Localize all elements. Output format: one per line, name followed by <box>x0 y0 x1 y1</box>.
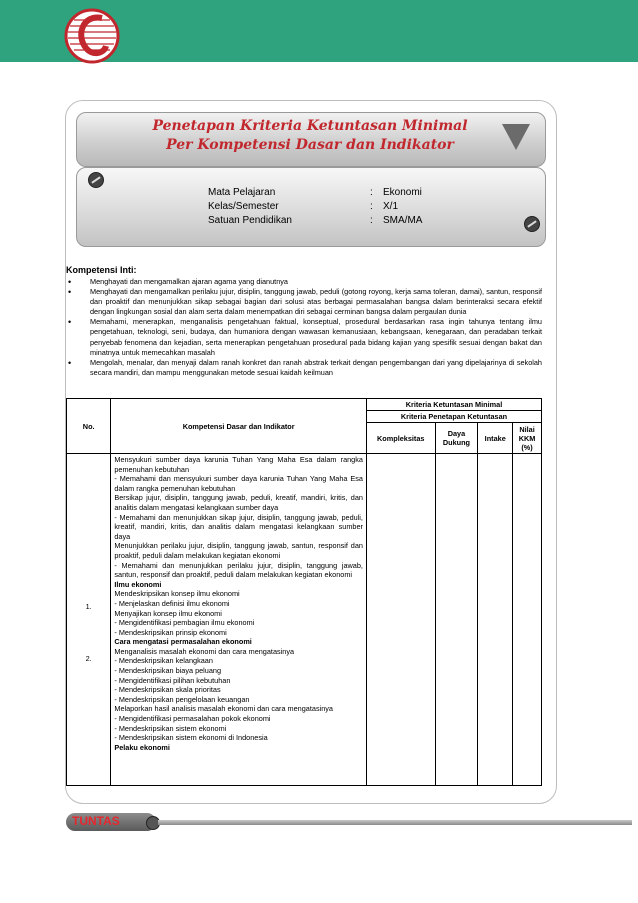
header-nilai-kkm: Nilai KKM (%) <box>513 423 542 454</box>
no-entry-icon <box>88 172 104 188</box>
no-entry-icon <box>524 216 540 232</box>
header-no: No. <box>67 399 111 454</box>
logo-icon <box>62 6 122 66</box>
page-title-line1: Penetapan Kriteria Ketuntasan Minimal <box>152 118 468 134</box>
indicator-line: - Mendeskripsikan sistem ekonomi di Indonesia <box>114 733 268 743</box>
info-colon: : <box>370 187 373 198</box>
number-cell <box>67 454 111 786</box>
kd-line: Mendeskripsikan konsep ilmu ekonomi <box>114 589 240 599</box>
kompetensi-inti-item: • Mengolah, menalar, dan menyaji dalam ranah konkret dan ranah abstrak terkait dengan pengembangan dari yang dipelajarinya di sekolah secara mandiri, dan mampu menggunakan metode sesuai kaidah keilmuan <box>66 358 542 378</box>
kd-line: Menganalisis masalah ekonomi dan cara mengatasinya <box>114 646 295 656</box>
kkm-table <box>66 398 542 786</box>
nilai-kkm-cell <box>513 454 542 786</box>
kd-line: Bersikap jujur, disiplin, tanggung jawab, peduli, kreatif, mandiri, kritis, dan analitis dalam mengatasi kelangkaan sumber daya <box>114 493 363 512</box>
header-intake: Intake <box>478 423 513 454</box>
kd-line: Menunjukkan perilaku jujur, disiplin, tanggung jawab, santun, responsif dan proaktif, peduli dalam melakukan kegiatan ekonomi <box>114 541 363 560</box>
indicator-line: - Mengidentifikasi permasalahan pokok ekonomi <box>114 714 271 724</box>
info-label-satuan: Satuan Pendidikan <box>208 215 292 226</box>
kompetensi-inti-item: • Menghayati dan mengamalkan ajaran agama yang dianutnya <box>66 277 542 287</box>
kompetensi-inti-item: • Menghayati dan mengamalkan perilaku jujur, disiplin, tanggung jawab, peduli (gotong royong, kerja sama toleran, damai), santun, responsif dan proaktif dan menunjukkan sikap sebagai bagian dari solusi atas berbagai permasalahan bangsa dalam berinteraksi secara efektif dengan lingkungan sosial dan alam serta dalam menempatkan diri sebagai cerminan bangsa dalam pergaulan dunia <box>66 287 542 317</box>
kompetensi-inti-item: • Memahami, menerapkan, menganalisis pengetahuan faktual, konseptual, prosedural berdasarkan rasa ingin tahunya tentang ilmu pengetahuan, teknologi, seni, budaya, dan humaniora dengan wawasan kemanusiaan, kebangsaan, kenegaraan, dan peradaban terkait penyebab fenomena dan kejadian, serta menerapkan pengetahuan prosedural pada bidang kajian yang spesifik sesuai dengan bakat dan minatnya untuk memecahkan masalah <box>66 317 542 357</box>
header-daya-dukung: Daya Dukung <box>435 423 478 454</box>
indicator-line: - Mengidentifikasi pembagian ilmu ekonomi <box>114 618 255 628</box>
kompleksitas-cell <box>366 454 435 786</box>
footer-bar <box>66 813 632 831</box>
intake-cell <box>478 454 513 786</box>
kd-section-heading: Ilmu ekonomi <box>114 579 162 589</box>
triangle-down-icon <box>502 124 530 150</box>
kd-section-heading: Cara mengatasi permasalahan ekonomi <box>114 637 252 647</box>
indicator-line: - Mendeskripsikan sistem ekonomi <box>114 723 227 733</box>
indicator-line: - Mendeskripsikan biaya peluang <box>114 666 222 676</box>
indicator-line: - Mengidentifikasi pilihan kebutuhan <box>114 675 231 685</box>
header-kkm-group: Kriteria Ketuntasan Minimal <box>366 399 541 411</box>
kd-line: Mensyukuri sumber daya karunia Tuhan Yang Maha Esa dalam rangka pemenuhan kebutuhan <box>114 455 363 474</box>
header-kompetensi-dasar: Kompetensi Dasar dan Indikator <box>111 399 367 454</box>
info-plate <box>76 167 546 247</box>
indicator-line: - Mendeskripsikan pengelolaan keuangan <box>114 694 250 704</box>
kd-line: Menyajikan konsep ilmu ekonomi <box>114 608 222 618</box>
info-label-mapel: Mata Pelajaran <box>208 187 276 198</box>
kompetensi-inti-list <box>66 277 542 378</box>
row-number: 2. <box>85 654 92 663</box>
info-colon: : <box>370 201 373 212</box>
indicator-line: - Mendeskripsikan skala prioritas <box>114 685 221 695</box>
header-penetapan-group: Kriteria Penetapan Ketuntasan <box>366 411 541 423</box>
indicator-line: - Memahami dan menunjukkan sikap jujur, disiplin, tanggung jawab, peduli, kreatif, mandiri, kritis, dan analitis dalam mengatasi kelangkaan sumber daya <box>114 512 363 541</box>
indicator-line: - Memahami dan menunjukkan perilaku jujur, disiplin, tanggung jawab, santun, responsif dan proaktif, peduli dalam melakukan kegiatan ekonomi <box>114 560 363 580</box>
info-value-kelas: X/1 <box>383 201 399 212</box>
info-value-satuan: SMA/MA <box>383 215 423 226</box>
row-number: 1. <box>85 602 92 611</box>
info-colon: : <box>370 215 373 226</box>
indicator-line: - Menjelaskan definisi ilmu ekonomi <box>114 598 230 608</box>
info-value-mapel: Ekonomi <box>383 187 422 198</box>
header-kompleksitas: Kompleksitas <box>366 423 435 454</box>
page-title-line2: Per Kompetensi Dasar dan Indikator <box>166 137 454 153</box>
indicator-line: - Mendeskripsikan prinsip ekonomi <box>114 627 227 637</box>
indicator-line: - Mendeskripsikan kelangkaan <box>114 656 213 666</box>
tuntas-badge <box>66 813 156 831</box>
kd-line: Melaporkan hasil analisis masalah ekonomi dan cara mengatasinya <box>114 704 333 714</box>
indicator-line: - Memahami dan mensyukuri sumber daya karunia Tuhan Yang Maha Esa dalam rangka pemenuhan kebutuhan <box>114 474 363 493</box>
info-label-kelas: Kelas/Semester <box>208 201 279 212</box>
tuntas-label: TUNTAS <box>72 814 120 828</box>
kd-section-heading: Pelaku ekonomi <box>114 742 170 752</box>
footer-line <box>158 820 632 825</box>
kompetensi-dasar-cell <box>111 454 367 786</box>
daya-dukung-cell <box>435 454 478 786</box>
kompetensi-inti-title: Kompetensi Inti: <box>66 265 137 275</box>
